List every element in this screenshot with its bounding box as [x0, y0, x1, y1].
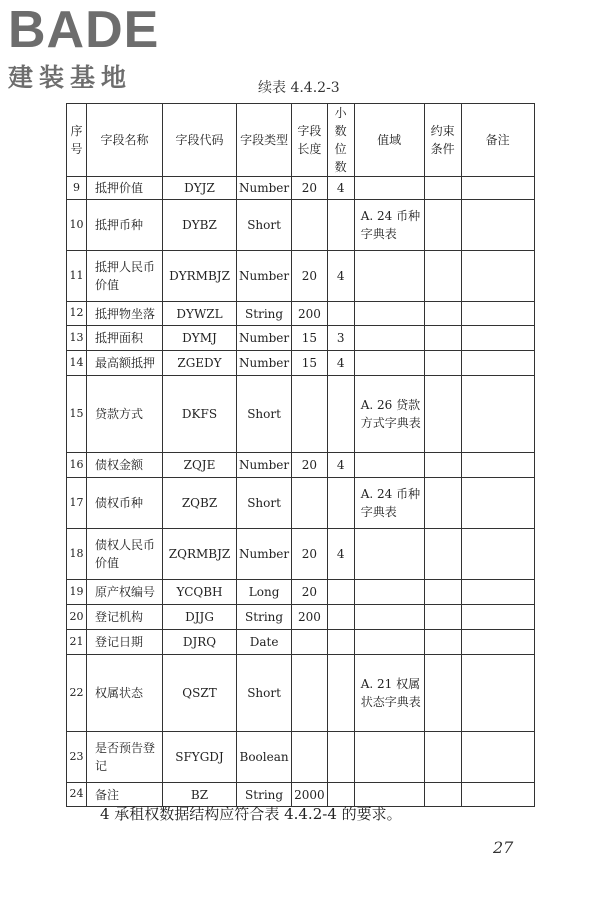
header-field-code: 字段代码: [163, 104, 237, 177]
decimals-cell: 4: [327, 177, 354, 200]
table-row: [67, 326, 535, 351]
table-row: [67, 580, 535, 605]
seq-cell: 10: [67, 200, 87, 251]
field-name-cell: 是否预告登记: [87, 732, 163, 783]
value-domain-cell: [354, 351, 424, 376]
field-name-cell: 抵押币种: [87, 200, 163, 251]
remark-cell: [461, 200, 534, 251]
field-name-cell: 备注: [87, 783, 163, 807]
constraint-cell: [424, 605, 461, 630]
field-length-cell: 20: [292, 251, 328, 302]
field-code-cell: DKFS: [163, 376, 237, 453]
header-value-domain: 值域: [354, 104, 424, 177]
constraint-cell: [424, 580, 461, 605]
decimals-cell: 4: [327, 453, 354, 478]
field-code-cell: ZQJE: [163, 453, 237, 478]
constraint-cell: [424, 326, 461, 351]
field-length-cell: 2000: [292, 783, 328, 807]
field-length-cell: 200: [292, 605, 328, 630]
header-field-name: 字段名称: [87, 104, 163, 177]
field-length-cell: 15: [292, 351, 328, 376]
header-field-length: 字段长度: [292, 104, 328, 177]
decimals-cell: [327, 302, 354, 326]
decimals-cell: 4: [327, 351, 354, 376]
page-number: 27: [493, 838, 514, 857]
field-code-cell: DJRQ: [163, 630, 237, 655]
table-row: [67, 605, 535, 630]
header-field-type: 字段类型: [237, 104, 292, 177]
field-code-cell: ZGEDY: [163, 351, 237, 376]
value-domain-cell: [354, 453, 424, 478]
field-length-cell: 20: [292, 529, 328, 580]
field-code-cell: ZQRMBJZ: [163, 529, 237, 580]
field-code-cell: DJJG: [163, 605, 237, 630]
value-domain-cell: [354, 732, 424, 783]
field-type-cell: String: [237, 302, 292, 326]
field-type-cell: Short: [237, 376, 292, 453]
seq-cell: 18: [67, 529, 87, 580]
value-domain-cell: A. 24 币种字典表: [354, 200, 424, 251]
value-domain-cell: [354, 580, 424, 605]
constraint-cell: [424, 376, 461, 453]
remark-cell: [461, 302, 534, 326]
field-code-cell: SFYGDJ: [163, 732, 237, 783]
seq-cell: 22: [67, 655, 87, 732]
remark-cell: [461, 529, 534, 580]
field-name-cell: 抵押面积: [87, 326, 163, 351]
table-row: [67, 453, 535, 478]
field-type-cell: Number: [237, 326, 292, 351]
field-code-cell: DYBZ: [163, 200, 237, 251]
field-type-cell: Number: [237, 251, 292, 302]
seq-cell: 23: [67, 732, 87, 783]
decimals-cell: [327, 630, 354, 655]
requirement-note: 4 承租权数据结构应符合表 4.4.2-4 的要求。: [100, 805, 402, 823]
decimals-cell: [327, 478, 354, 529]
table-row: [67, 376, 535, 453]
remark-cell: [461, 376, 534, 453]
field-name-cell: 债权人民币价值: [87, 529, 163, 580]
decimals-cell: [327, 376, 354, 453]
constraint-cell: [424, 630, 461, 655]
decimals-cell: 4: [327, 251, 354, 302]
decimals-cell: 4: [327, 529, 354, 580]
seq-cell: 16: [67, 453, 87, 478]
field-type-cell: Short: [237, 200, 292, 251]
logo-subtitle: 建装基地: [8, 63, 133, 92]
value-domain-cell: A. 26 贷款方式字典表: [354, 376, 424, 453]
remark-cell: [461, 177, 534, 200]
constraint-cell: [424, 351, 461, 376]
table-row: [67, 177, 535, 200]
constraint-cell: [424, 529, 461, 580]
remark-cell: [461, 655, 534, 732]
logo-wordmark: BADE: [8, 1, 160, 59]
seq-cell: 19: [67, 580, 87, 605]
table-row: [67, 251, 535, 302]
table-row: [67, 351, 535, 376]
value-domain-cell: [354, 302, 424, 326]
value-domain-cell: [354, 251, 424, 302]
field-type-cell: String: [237, 783, 292, 807]
value-domain-cell: [354, 605, 424, 630]
value-domain-cell: [354, 630, 424, 655]
field-code-cell: DYJZ: [163, 177, 237, 200]
value-domain-cell: [354, 177, 424, 200]
field-name-cell: 贷款方式: [87, 376, 163, 453]
field-code-cell: ZQBZ: [163, 478, 237, 529]
table-row: [67, 529, 535, 580]
remark-cell: [461, 732, 534, 783]
decimals-cell: [327, 655, 354, 732]
field-name-cell: 登记日期: [87, 630, 163, 655]
seq-cell: 13: [67, 326, 87, 351]
field-type-cell: Date: [237, 630, 292, 655]
field-length-cell: [292, 376, 328, 453]
table-row: [67, 200, 535, 251]
field-type-cell: String: [237, 605, 292, 630]
field-type-cell: Long: [237, 580, 292, 605]
constraint-cell: [424, 453, 461, 478]
seq-cell: 20: [67, 605, 87, 630]
value-domain-cell: [354, 326, 424, 351]
constraint-cell: [424, 251, 461, 302]
decimals-cell: [327, 732, 354, 783]
seq-cell: 12: [67, 302, 87, 326]
remark-cell: [461, 478, 534, 529]
remark-cell: [461, 783, 534, 807]
field-code-cell: DYRMBJZ: [163, 251, 237, 302]
remark-cell: [461, 351, 534, 376]
constraint-cell: [424, 783, 461, 807]
field-name-cell: 登记机构: [87, 605, 163, 630]
decimals-cell: [327, 605, 354, 630]
data-structure-table: [66, 103, 535, 807]
field-length-cell: 200: [292, 302, 328, 326]
field-name-cell: 债权金额: [87, 453, 163, 478]
field-type-cell: Short: [237, 478, 292, 529]
field-name-cell: 抵押物坐落: [87, 302, 163, 326]
field-code-cell: QSZT: [163, 655, 237, 732]
field-name-cell: 债权币种: [87, 478, 163, 529]
remark-cell: [461, 605, 534, 630]
value-domain-cell: A. 21 权属状态字典表: [354, 655, 424, 732]
seq-cell: 15: [67, 376, 87, 453]
field-length-cell: [292, 630, 328, 655]
field-code-cell: DYWZL: [163, 302, 237, 326]
field-length-cell: 20: [292, 580, 328, 605]
field-length-cell: [292, 200, 328, 251]
seq-cell: 14: [67, 351, 87, 376]
field-name-cell: 抵押人民币价值: [87, 251, 163, 302]
header-decimals: 小数位数: [327, 104, 354, 177]
constraint-cell: [424, 302, 461, 326]
decimals-cell: 3: [327, 326, 354, 351]
field-type-cell: Short: [237, 655, 292, 732]
field-length-cell: 20: [292, 177, 328, 200]
constraint-cell: [424, 478, 461, 529]
field-name-cell: 抵押价值: [87, 177, 163, 200]
field-code-cell: DYMJ: [163, 326, 237, 351]
seq-cell: 24: [67, 783, 87, 807]
bade-logo: [8, 1, 160, 94]
remark-cell: [461, 251, 534, 302]
constraint-cell: [424, 732, 461, 783]
constraint-cell: [424, 200, 461, 251]
field-length-cell: [292, 732, 328, 783]
table-row: [67, 302, 535, 326]
field-code-cell: BZ: [163, 783, 237, 807]
remark-cell: [461, 453, 534, 478]
decimals-cell: [327, 580, 354, 605]
value-domain-cell: [354, 529, 424, 580]
constraint-cell: [424, 655, 461, 732]
header-constraint: 约束条件: [424, 104, 461, 177]
field-length-cell: 20: [292, 453, 328, 478]
field-type-cell: Number: [237, 177, 292, 200]
table-caption: 续表 4.4.2-3: [258, 80, 340, 96]
field-type-cell: Number: [237, 529, 292, 580]
table-row: [67, 630, 535, 655]
seq-cell: 17: [67, 478, 87, 529]
field-name-cell: 最高额抵押: [87, 351, 163, 376]
table-header-row: [67, 104, 535, 177]
header-remark: 备注: [461, 104, 534, 177]
field-length-cell: [292, 478, 328, 529]
field-length-cell: [292, 655, 328, 732]
seq-cell: 11: [67, 251, 87, 302]
field-name-cell: 原产权编号: [87, 580, 163, 605]
table-row: [67, 732, 535, 783]
field-name-cell: 权属状态: [87, 655, 163, 732]
remark-cell: [461, 326, 534, 351]
table-row: [67, 478, 535, 529]
decimals-cell: [327, 200, 354, 251]
table-row: [67, 655, 535, 732]
constraint-cell: [424, 177, 461, 200]
header-seq: 序号: [67, 104, 87, 177]
field-type-cell: Number: [237, 453, 292, 478]
remark-cell: [461, 630, 534, 655]
field-length-cell: 15: [292, 326, 328, 351]
seq-cell: 21: [67, 630, 87, 655]
field-type-cell: Number: [237, 351, 292, 376]
seq-cell: 9: [67, 177, 87, 200]
field-type-cell: Boolean: [237, 732, 292, 783]
value-domain-cell: A. 24 币种字典表: [354, 478, 424, 529]
remark-cell: [461, 580, 534, 605]
field-code-cell: YCQBH: [163, 580, 237, 605]
